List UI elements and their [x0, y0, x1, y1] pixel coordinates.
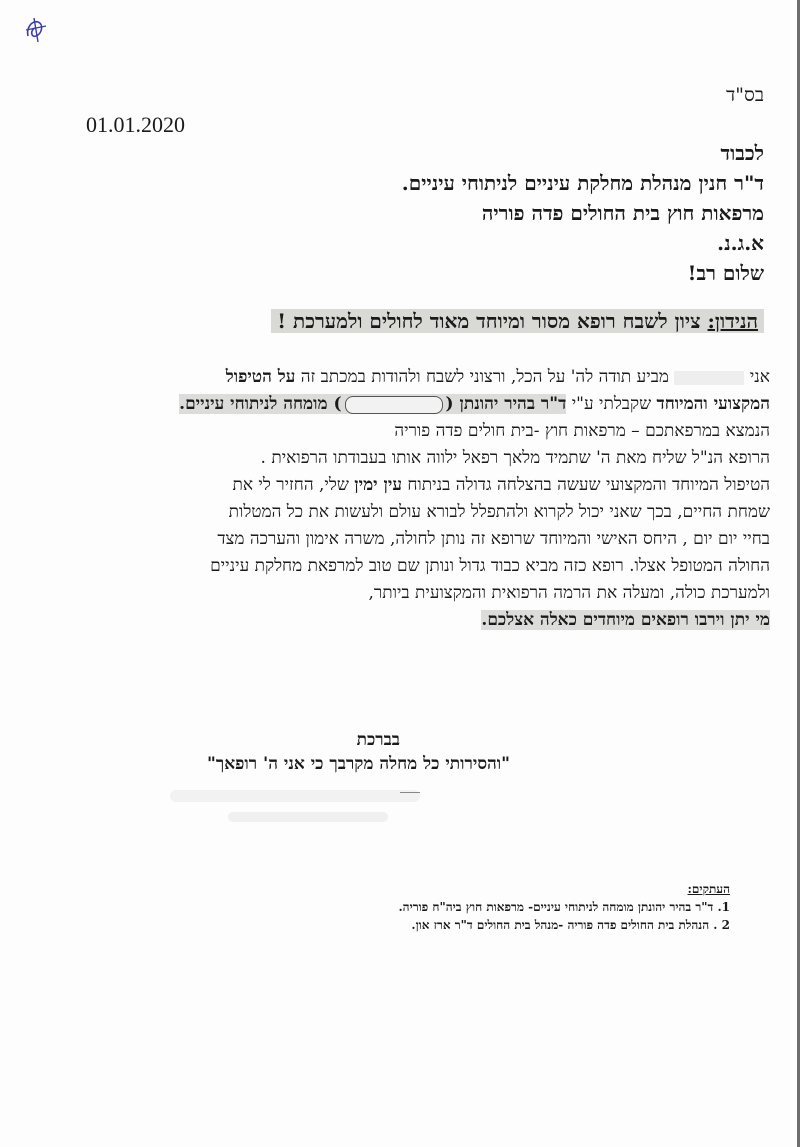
recipient-name: ד"ר חנין מנהלת מחלקת עיניים לניתוחי עיניים. — [401, 171, 764, 195]
body-text: אני — [749, 367, 770, 387]
redacted-signature — [170, 790, 420, 802]
letter-date: 01.01.2020 — [86, 112, 185, 137]
copies-item-1: 1. ד"ר בהיר יהונתן מומחה לניתוחי עיניים- מרפאות חוץ ביה"ח פוריה. — [398, 900, 730, 914]
body-bold-text: על הטיפול — [225, 367, 296, 387]
subject-highlight — [271, 309, 764, 333]
redacted-name — [674, 371, 744, 385]
redacted-id — [345, 396, 443, 414]
body-closing-highlight: מי יתן וירבו רופאים מיוחדים כאלה אצלכם. — [481, 610, 770, 630]
recipient-agn: א.ג.נ. — [717, 231, 764, 255]
redacted-signature-2 — [228, 812, 388, 822]
body-text: שלי, החזיר לי את — [232, 475, 349, 495]
bsd-header: בס"ד — [726, 84, 764, 106]
signature-stroke — [400, 792, 420, 801]
doctor-title: ) מומחה לניתוחי עיניים. — [179, 394, 342, 414]
body-text: הטיפול המיוחד והמקצועי שעשה בהצלחה גדולה בניתוח — [407, 475, 770, 495]
body-bold-text: עין ימין — [354, 475, 402, 495]
pen-mark-icon — [22, 14, 50, 44]
doctor-name: ד"ר בהיר יהונתן ( — [445, 394, 567, 414]
body-text: מביע תודה לה' על הכל, ורצוני לשבח ולהודות במכתב זה — [300, 367, 669, 387]
body-line-8: החולה המטופל אצלו. רופא כזה מביא כבוד גדול ונותן שם טוב למרפאת מחלקת עיניים — [210, 556, 770, 576]
salutation-to: לכבוד — [720, 141, 764, 165]
greeting: שלום רב! — [687, 261, 764, 285]
body-bold-text: המקצועי והמיוחד — [656, 394, 770, 414]
subject-text: ציון לשבח רופא מסור ומיוחד מאוד לחולים ולמערכת ! — [277, 309, 701, 333]
copies-block — [398, 880, 730, 934]
body-line-3: הנמצא במרפאתכם – מרפאות חוץ -בית חולים פדה פוריה — [394, 421, 770, 441]
body-line-9: ולמערכת כולה, ומעלה את הרמה הרפואית והמקצועית ביותר, — [368, 583, 770, 603]
subject-label: הנידון: — [707, 309, 758, 333]
body-line-6: שמחת החיים, בכך שאני יכול לקרוא ולהתפלל לבורא עולם ולעשות את כל המטלות — [228, 502, 770, 522]
body-text: שקבלתי ע"י — [571, 394, 652, 414]
body-line-4: הרופא הנ"ל שליח מאת ה' שתמיד מלאך רפאל ילווה אותו בעבודתו הרפואית . — [260, 448, 770, 468]
body-line-1 — [50, 364, 770, 391]
doctor-highlight — [179, 394, 566, 414]
copies-title: העתקים: — [687, 882, 730, 896]
recipient-department: מרפאות חוץ בית החולים פדה פוריה — [481, 201, 764, 225]
closing-line-2: "והסירותי כל מחלה מקרבך כי אני ה' רופאך" — [207, 754, 510, 774]
letter-body — [50, 364, 770, 634]
body-line-2 — [50, 391, 770, 418]
recipient-block — [402, 138, 764, 288]
subject-line — [124, 304, 764, 338]
copies-item-2: 2 . הנהלת בית החולים פדה פוריה -מנהל בית החולים ד"ר ארז און. — [411, 918, 730, 932]
body-line-7: בחיי יום יום , היחס האישי והמיוחד שרופא זה נותן לחולה, משרה אימון והערכה מצד — [217, 529, 770, 549]
body-line-10 — [50, 607, 770, 634]
closing-line-1: בברכת — [356, 730, 400, 750]
body-line-5 — [50, 472, 770, 499]
